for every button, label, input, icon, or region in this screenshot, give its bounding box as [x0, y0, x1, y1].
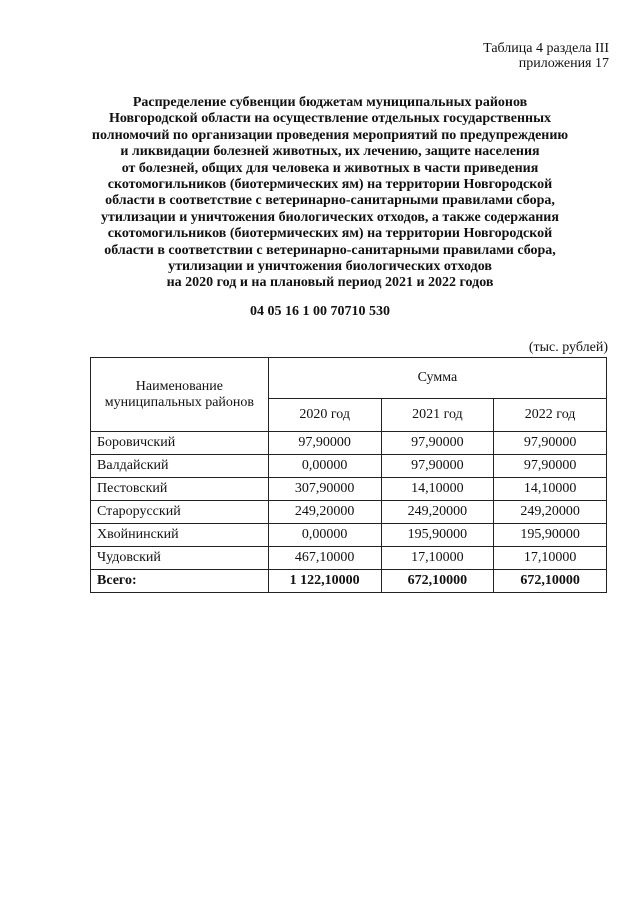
reference-line-table: Таблица 4 раздела III	[483, 41, 609, 56]
amount-2022: 17,10000	[494, 547, 607, 570]
amount-2020: 249,20000	[268, 501, 381, 524]
amount-2022: 195,90000	[494, 524, 607, 547]
table-row	[91, 547, 607, 570]
column-header-2022: 2022 год	[494, 399, 607, 432]
title-line: скотомогильников (биотермических ям) на территории Новгородской	[107, 226, 553, 242]
title-line: и ликвидации болезней животных, их лечению, защите населения	[120, 144, 540, 160]
title-line: на 2020 год и на плановый период 2021 и 2022 годов	[166, 275, 494, 291]
amount-2021: 97,90000	[381, 455, 494, 478]
district-name: Старорусский	[91, 501, 269, 524]
total-2022: 672,10000	[494, 570, 607, 593]
document-title	[80, 95, 580, 292]
amount-2020: 0,00000	[268, 455, 381, 478]
total-label: Всего:	[91, 570, 269, 593]
header-text-line: муниципальных районов	[104, 394, 255, 410]
district-name: Валдайский	[91, 455, 269, 478]
amount-2021: 17,10000	[381, 547, 494, 570]
amount-2021: 14,10000	[381, 478, 494, 501]
district-name: Хвойнинский	[91, 524, 269, 547]
title-line: Новгородской области на осуществление отдельных государственных	[108, 111, 552, 127]
column-header-district	[91, 358, 269, 432]
amount-2021: 195,90000	[381, 524, 494, 547]
title-line: скотомогильников (биотермических ям) на территории Новгородской	[107, 177, 553, 193]
budget-code: 04 05 16 1 00 70710 530	[250, 304, 390, 319]
table-row	[91, 524, 607, 547]
column-header-2021: 2021 год	[381, 399, 494, 432]
table-row	[91, 455, 607, 478]
units-label: (тыс. рублей)	[528, 340, 608, 355]
document-reference	[483, 41, 609, 71]
district-name: Боровичский	[91, 432, 269, 455]
title-line: утилизации и уничтожения биологических отходов	[168, 259, 492, 275]
title-line: утилизации и уничтожения биологических отходов, а также содержания	[101, 209, 559, 225]
reference-line-appendix: приложения 17	[518, 56, 609, 71]
column-header-2020: 2020 год	[268, 399, 381, 432]
amount-2022: 14,10000	[494, 478, 607, 501]
title-line: от болезней, общих для человека и животных в части приведения	[121, 160, 539, 176]
total-2020: 1 122,10000	[268, 570, 381, 593]
amount-2022: 97,90000	[494, 432, 607, 455]
total-row	[91, 570, 607, 593]
amount-2022: 249,20000	[494, 501, 607, 524]
table-header-row	[91, 358, 607, 399]
header-text-line: Наименование	[135, 378, 224, 394]
table-row	[91, 432, 607, 455]
title-line: области в соответствии с ветеринарно-санитарными правилами сбора,	[104, 242, 556, 258]
district-name: Пестовский	[91, 478, 269, 501]
title-line: Распределение субвенции бюджетам муниципальных районов	[132, 95, 528, 110]
amount-2020: 467,10000	[268, 547, 381, 570]
table-row	[91, 478, 607, 501]
amount-2020: 0,00000	[268, 524, 381, 547]
district-name: Чудовский	[91, 547, 269, 570]
amount-2021: 97,90000	[381, 432, 494, 455]
total-2021: 672,10000	[381, 570, 494, 593]
amount-2021: 249,20000	[381, 501, 494, 524]
subvention-table	[90, 357, 607, 593]
amount-2020: 97,90000	[268, 432, 381, 455]
title-line: полномочий по организации проведения мероприятий по предупреждению	[91, 127, 569, 143]
amount-2020: 307,90000	[268, 478, 381, 501]
title-line: области в соответствие с ветеринарно-санитарными правилами сбора,	[105, 193, 555, 209]
column-header-sum: Сумма	[268, 358, 606, 399]
amount-2022: 97,90000	[494, 455, 607, 478]
table-row	[91, 501, 607, 524]
